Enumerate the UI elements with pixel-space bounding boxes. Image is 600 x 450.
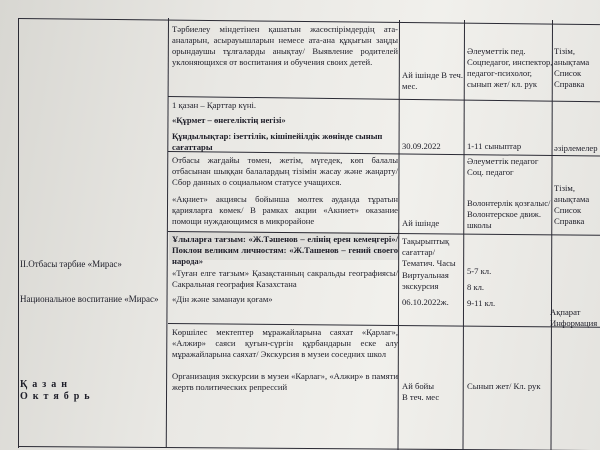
row4-event-b: «Туған елге тағзым» Қазақстанның сакральды географиясы/ Сакральная география Казахстана [172, 268, 398, 289]
row3-form: Тізім, анықтама Список Справка [554, 183, 590, 226]
row3-event-a: Отбасы жағдайы төмен, жетім, мүгедек, көп балалы отбасынан шыққан балалардың тізімін жасау және жаңарту/ Сбор данных о социальном статусе учащихся. [172, 155, 398, 187]
row5-date: Ай бойы В теч. мес [402, 381, 440, 402]
row1-form: Тізім, анықтама Список Справка [554, 46, 590, 89]
row4-date-c: 06.10.2022ж. [402, 297, 449, 307]
row4-date-b: Виртуальная экскурсия [402, 270, 449, 291]
row1-resp: Әлеуметтік пед. Соцпедагог, инспектор, педагог-психолог, сынып жет/ кл. рук [467, 46, 553, 89]
row2-event-line3: Құндылықтар: ізеттілік, кішіпейілдік жөнінде сынып сағаттары [172, 131, 383, 152]
row4-event-a: Ұлыларға тағзым: «Ж.Тәшенов – елінің ерен кемеңгері»/ Поклон великим личностям: «Ж.Ташенов – гений своего народа» [172, 234, 398, 266]
row3-event-b: «Ақниет» акциясы бойынша мөлтек ауданда тұратын қарияларға көмек/ В рамках акции «Акниет» оказание помощи нуждающимся в микрорайоне [172, 194, 398, 226]
row4-resp-b: 8 кл. [467, 282, 485, 292]
row3-resp-b: Волонтерлік қозғалыс/ Волонтерское движ. школы [467, 198, 551, 230]
row3-date: Ай ішінде [402, 218, 440, 228]
table-rule [18, 18, 19, 448]
row4-resp-c: 9-11 кл. [467, 298, 496, 308]
row4-date-a: Тақырыптық сағаттар/ Тематич. Часы [402, 236, 456, 268]
row4-resp-a: 5-7 кл. [467, 266, 492, 276]
row2-date: 30.09.2022 [402, 141, 441, 151]
table-rule [18, 446, 600, 450]
row5-event-b: Организация экскурсии в музеи «Карлаг», «Алжир» в памяти жертв политических репрессий [172, 371, 398, 392]
row1-event: Тәрбиелеу міндетінен қашатын жасөспірімдердің ата-аналарын, асырауышларын немесе ата-ана құқығын заңды орындаушы тұлғаларды анықтау/ Выявление родителей уклоняющихся от воспитания и обучения своих детей. [172, 24, 398, 67]
row2-resp: 1-11 сыныптар [467, 141, 522, 151]
row4-event-c: «Дін және заманауи қоғам» [172, 294, 273, 304]
row3-resp-a: Әлеуметтік педагог Соц. педагог [467, 156, 539, 177]
section-title-kz: II.Отбасы тәрбие «Мирас» [20, 259, 122, 269]
month-ru: Октябрь [20, 391, 95, 402]
row1-date: Ай ішінде В теч. мес. [402, 70, 463, 91]
row5-event-a: Көршілес мектептер мұражайларына саяхат «Қарлаг», «Алжир» саяси қуғын-сүргін құрбандарын еске алу мұражайларына саяхат/ Экскурсия в музеи соседних школ [172, 327, 398, 359]
section-title-ru: Национальное воспитание «Мирас» [20, 294, 159, 304]
row2-event-line1: 1 қазан – Қарттар күні. [172, 100, 257, 110]
row2-event-line2: «Құрмет – өнегеліктің негізі» [172, 115, 286, 125]
row2-form: әзірлемелер [554, 143, 598, 153]
row4-form: Ақпарат Информация [550, 307, 598, 328]
month-kz: Қазан [20, 379, 73, 390]
row5-resp: Сынып жет/ Кл. рук [467, 381, 541, 391]
